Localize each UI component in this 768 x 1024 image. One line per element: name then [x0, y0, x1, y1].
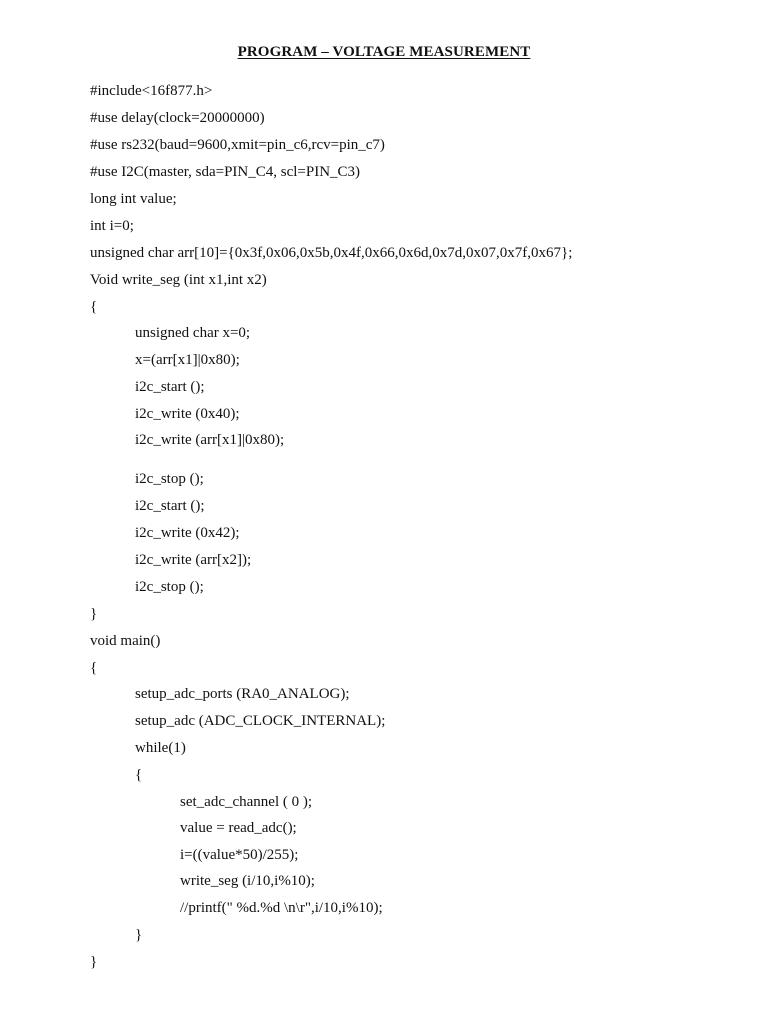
code-line: i2c_write (0x40);	[135, 406, 240, 422]
code-line: i2c_stop ();	[135, 471, 204, 487]
code-line: i2c_write (arr[x1]|0x80);	[135, 432, 285, 448]
code-line: }	[90, 954, 98, 970]
code-line: while(1)	[135, 740, 186, 756]
code-line: unsigned char arr[10]={0x3f,0x06,0x5b,0x4f,0x66,0x6d,0x7d,0x07,0x7f,0x67};	[90, 245, 573, 261]
code-line: i2c_write (0x42);	[135, 525, 240, 541]
code-line: {	[135, 767, 143, 783]
code-line: }	[135, 927, 143, 943]
code-line: //printf(" %d.%d \n\r",i/10,i%10);	[180, 900, 383, 916]
code-line: setup_adc (ADC_CLOCK_INTERNAL);	[135, 713, 386, 729]
code-line: }	[90, 606, 98, 622]
code-line: long int value;	[90, 191, 177, 207]
code-line: unsigned char x=0;	[135, 325, 251, 341]
code-line: #include<16f877.h>	[90, 83, 213, 99]
code-line: int i=0;	[90, 218, 134, 234]
document-title: PROGRAM – VOLTAGE MEASUREMENT	[237, 44, 531, 60]
code-line: i2c_stop ();	[135, 579, 204, 595]
code-line: i2c_start ();	[135, 379, 205, 395]
code-line: #use rs232(baud=9600,xmit=pin_c6,rcv=pin_c7)	[90, 137, 385, 153]
code-line: setup_adc_ports (RA0_ANALOG);	[135, 686, 350, 702]
code-line: i=((value*50)/255);	[180, 847, 299, 863]
code-line: #use delay(clock=20000000)	[90, 110, 265, 126]
code-line: set_adc_channel ( 0 );	[180, 794, 313, 810]
code-line: i2c_write (arr[x2]);	[135, 552, 252, 568]
code-line: #use I2C(master, sda=PIN_C4, scl=PIN_C3)	[90, 164, 361, 180]
code-line: value = read_adc();	[180, 820, 297, 836]
code-line: write_seg (i/10,i%10);	[180, 873, 315, 889]
code-line: {	[90, 660, 98, 676]
code-line: i2c_start ();	[135, 498, 205, 514]
code-line: Void write_seg (int x1,int x2)	[90, 272, 267, 288]
code-line: void main()	[90, 633, 161, 649]
code-line: {	[90, 299, 98, 315]
code-line: x=(arr[x1]|0x80);	[135, 352, 240, 368]
